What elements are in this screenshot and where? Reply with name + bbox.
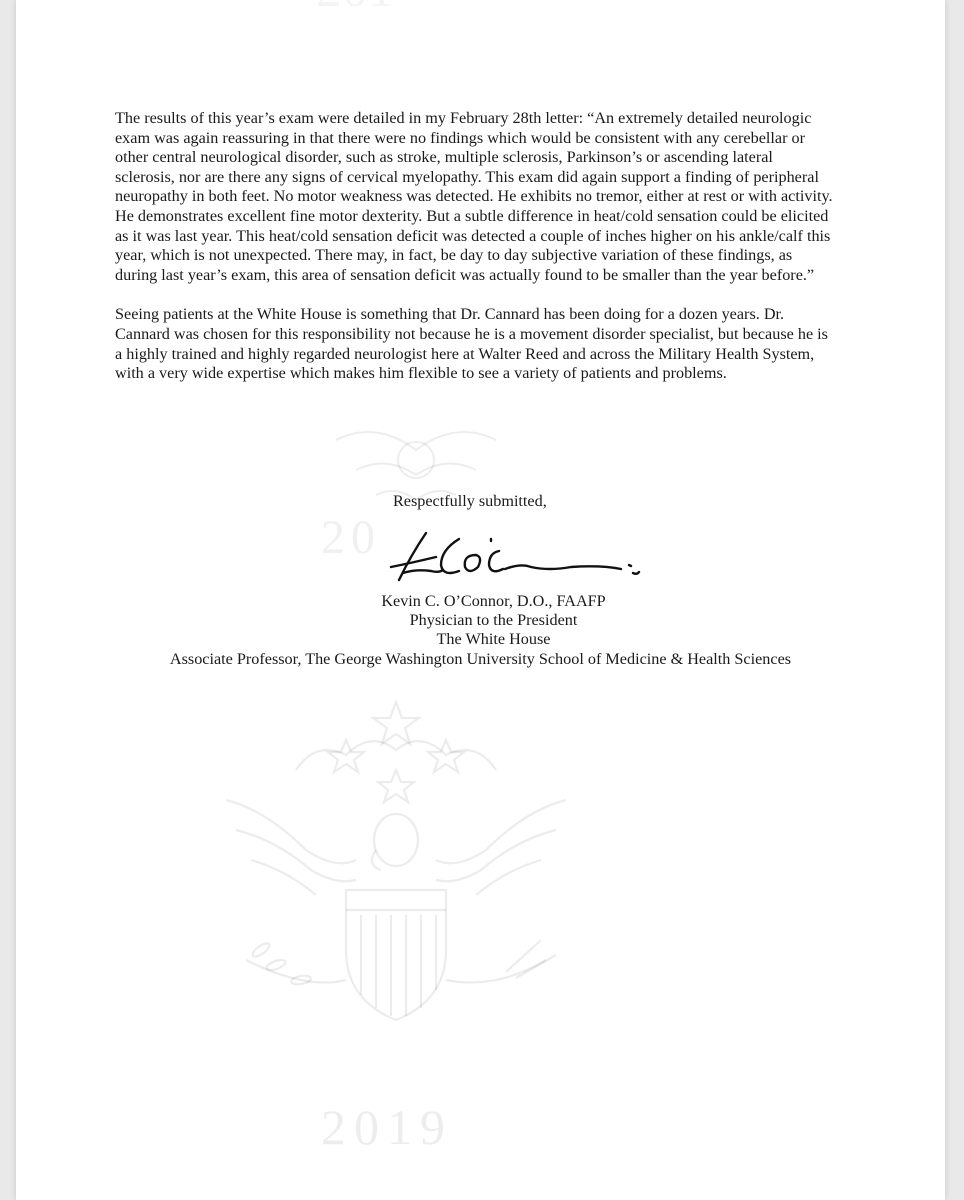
signatory-title-professor: Associate Professor, The George Washington University School of Medicine & Health Sciences: [169, 649, 792, 668]
paragraph-dr-cannard: Seeing patients at the White House is something that Dr. Cannard has been doing for a dozen years. Dr. Cannard was chosen for this responsibility not because he is a movement disorder specialist, but because he is a highly trained and highly regarded neurologist here at Walter Reed and across the Military Health System, with a very wide expertise which makes him flexible to see a variety of patients and problems.: [115, 305, 828, 383]
signatory-title-physician: Physician to the President: [409, 611, 578, 630]
paragraph-exam-results: The results of this year’s exam were detailed in my February 28th letter: “An extremely detailed neurologic exam was again reassuring in that there were no findings which would be consistent with any cerebellar or other central neurological disorder, such as stroke, multiple sclerosis, Parkinson’s or ascending lateral sclerosis, nor are there any signs of cervical myelopathy. This exam did again support a finding of peripheral neuropathy in both feet. No motor weakness was detected. He exhibits no tremor, either at rest or with activity. He demonstrates excellent fine motor dexterity. But a subtle difference in heat/cold sensation could be elicited as it was last year. This heat/cold sensation deficit was detected a couple of inches higher on his ankle/calf this year, which is not unexpected. There may, in fact, be day to day subjective variation of these findings, as during last year’s exam, this area of sensation deficit was actually found to be smaller than the year before.”: [115, 109, 833, 284]
watermark-eagle-seal: [206, 700, 586, 1060]
signatory-title-white-house: The White House: [436, 630, 551, 649]
watermark-year-bottom: 2019: [321, 1099, 453, 1155]
letter-page: [16, 0, 945, 1200]
signature-block: [16, 592, 945, 669]
signatory-name: Kevin C. O’Connor, D.O., FAAFP: [381, 592, 606, 610]
letter-body: [115, 109, 835, 404]
handwritten-signature: [381, 525, 651, 585]
watermark-year-middle: 20: [321, 511, 381, 564]
closing-salutation: Respectfully submitted,: [393, 492, 547, 510]
watermark-year-top: [316, 0, 496, 20]
